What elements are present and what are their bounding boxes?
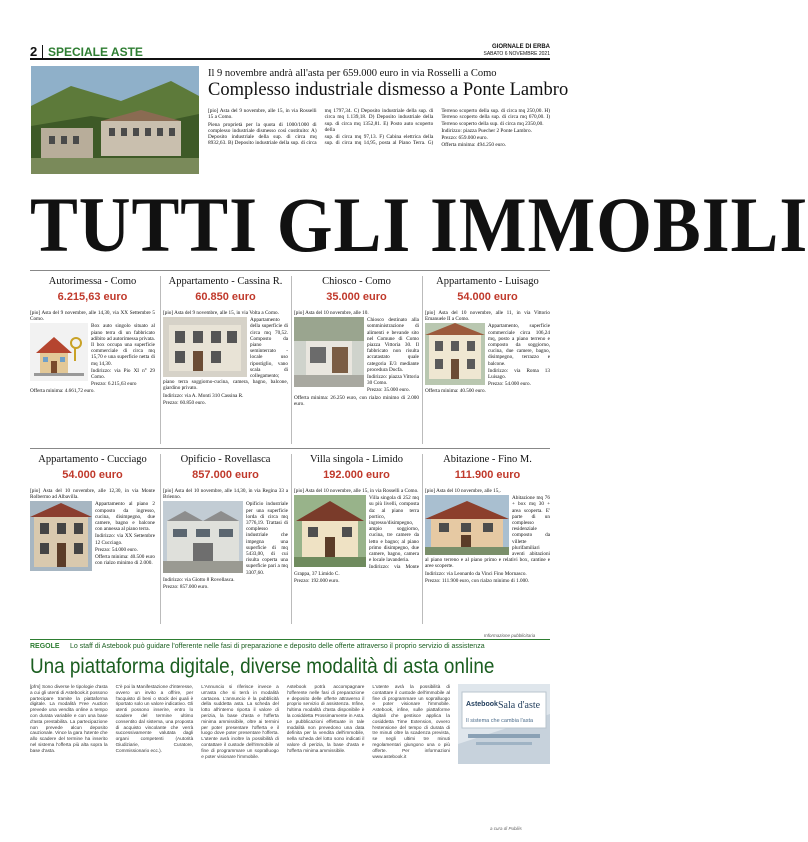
listing-paragraph: Indirizzo: piazza Vittoria 30 Como. [367, 374, 419, 387]
listing-paragraph: Appartamento al piano 2 composto da ingresso, cucina, disimpegno, due camere, bagno e balcone con annessa al piano terra. [95, 501, 155, 533]
listing-paragraph: Indirizzo: via Roma 13 Luisago. [488, 367, 550, 381]
listing-paragraph: Abitazione mq 76 + box mq 30 + area scoperta. E' parte di un complesso residenziale composto da villette plurifamiliari aventi abitazioni al piano terreno e al piano primo e relativi box, cantine e aree scoperte. [425, 495, 550, 570]
listing-price: 111.900 euro [454, 469, 521, 481]
listing-paragraph: Prezzo: 54.000 euro. [488, 381, 531, 388]
listing-paragraph: Prezzo: 60.850 euro. [163, 399, 206, 406]
credit: a cura di Publiis [490, 826, 522, 831]
listing-price: 35.000 euro [326, 291, 387, 303]
listing-paragraph: Appartamento, superficie commerciale circa 106,24 mq, posto a piano terreno e composto da soggiorno, cucina, due camere, bagno, disimpegno, terrazzo e balcone. [488, 323, 550, 367]
listing-paragraph: Box auto singolo situato al piano terra di un fabbricato adibito ad autorimessa privata. Il box occupa una superficie commerciale di circa mq 15,70 e una superficie netta di mq 14,30. [91, 323, 155, 367]
listing-chiosco [294, 276, 419, 407]
listing-paragraph: Indirizzo: via Leonardo da Vinci Fino Mornasco. [425, 570, 527, 577]
listing-price: 6.215,63 euro [57, 291, 128, 303]
industrial-complex-photo [31, 66, 199, 174]
listing-paragraph: Prezzo: 857.000 euro. [163, 584, 209, 591]
listing-paragraph: Indirizzo: via Pio XI n° 29 Como. [91, 367, 155, 381]
kiosk-photo [294, 317, 364, 387]
divider [30, 448, 550, 449]
listing-fino [425, 454, 550, 584]
listing-price: 54.000 euro [457, 291, 518, 303]
villa-photo [294, 495, 366, 567]
listing-paragraph: [pio] Asta del 10 novembre, alle 15,. [425, 488, 501, 494]
section-title: SPECIALE ASTE [42, 45, 143, 59]
ad-paragraph: C'è poi la Manifestazione d'interesse, ovvero un invito a offrire, per l'acquisto di beni o stock dei quali è riportato solo un valore indicativo. Gli utenti possono inserire, entro lo scadere del termine ultimo consentito dal sistema, una proposta di acquisto vincolante che verrà successivamente valutata dagli organi competenti (Autorità Giudiziarie, Curatore, Commissionario ecc.). [115, 684, 194, 753]
factory-photo [163, 501, 243, 573]
listing-paragraph: Offerta minima: 4.661,72 euro. [30, 388, 95, 395]
listing-autorimessa [30, 276, 155, 395]
listing-paragraph: [pio] Asta del 10 novembre, alle 10. [294, 310, 369, 316]
ad-title: Una piattaforma digitale, diverse modalità di asta online [30, 655, 495, 678]
top-paragraph: Piena proprietà per la quota di 1000/1000 di complesso industriale dismesso così costituito: A) Deposito industriale della sup. di circa mq 8932,63. B) Deposito industriale della sup. di circa mq 1797,34. C) Deposito industriale della sup. di circa mq 1.139,18. D) Deposito industriale della sup. di circa mq 1352,81. E) Posto auto scoperto della [208, 108, 434, 147]
top-article-body [208, 108, 550, 180]
ad-kicker: Lo staff di Astebook può guidare l'offerente nelle fasi di preparazione e deposito delle offerte attraverso il proprio servizio di assistenza [70, 643, 485, 650]
house-with-key-image [30, 323, 88, 381]
top-article-kicker: Il 9 novembre andrà all'asta per 659.000 euro in via Rosselli a Como [208, 68, 497, 79]
ad-label: REGOLE [30, 643, 60, 650]
paper-name: GIORNALE DI ERBA [491, 44, 550, 50]
ad-paragraph: L'Annuncio si riferisce invece a un'asta che si terrà in modalità cartacea. L'annuncio è la pubblicità della suddetta asta. La scheda del lotto all'interno riporta il valore di perizia, la base d'asta e l'offerta minima ammissibile, oltre ai termini per poter presentare l'offerta e il luogo dove poter presentare l'offerta. L'utente avrà inoltre la possibilità di contattare il custode dell'immobile al fine di programmare un sopralluogo e poter visionare l'immobile. [201, 684, 279, 759]
listing-price: 857.000 euro [192, 469, 259, 481]
listing-rovellasca [163, 454, 288, 591]
advertorial-tag: Informazione pubblicitaria [484, 633, 536, 638]
divider [422, 276, 423, 444]
paper-date: SABATO 6 NOVEMBRE 2021 [483, 51, 550, 57]
listing-paragraph: Prezzo: 54.000 euro. [95, 546, 138, 553]
listing-paragraph: Appartamento della superficie di circa mq 70,52. Composto da piano seminterrato - locale uso ripostiglio, vano scala di collegamento; piano terra soggiorno-cucina, camera, bagno, balcone, giardino privato. [163, 317, 288, 392]
top-paragraph: Offerta minima: 494.250 euro. [441, 142, 507, 149]
page-number: 2 [30, 44, 38, 59]
listing-luisago [425, 276, 550, 395]
listing-title: Appartamento - Cassina R. [168, 276, 283, 287]
listing-paragraph: Chiosco destinato alla somministrazione di alimenti e bevande sito nel Comune di Como piazza Vittoria 30. Il fabbricato non risulta accatastato quale categoria E/3 mediante procedura Docfa. [367, 317, 419, 373]
divider [160, 276, 161, 444]
listing-paragraph: Offerta minima: 40.500 euro. [425, 388, 486, 395]
listing-limido [294, 454, 419, 584]
apartment-photo [425, 323, 485, 385]
listing-price: 192.000 euro [323, 469, 390, 481]
apartment-photo [30, 501, 92, 571]
listing-paragraph: Indirizzo: via XX Settembre 12 Cucciago. [95, 533, 155, 546]
listing-paragraph: Prezzo: 111.900 euro, con rialzo minimo di 1.000. [425, 577, 530, 584]
divider [291, 454, 292, 624]
listing-title: Chiosco - Como [322, 276, 391, 287]
listing-title: Abitazione - Fino M. [443, 454, 532, 465]
listing-paragraph: [pio] Asta del 10 novembre, alle 11, in via Vittorio Emanuele II a Como. [425, 310, 550, 323]
ad-body [30, 684, 450, 809]
listing-paragraph: Offerta minima: 26.250 euro, con rialzo minimo di 2.000 euro. [294, 394, 419, 407]
divider [422, 454, 423, 624]
listing-title: Villa singola - Limido [310, 454, 403, 465]
listing-cucciago [30, 454, 155, 567]
ad-paragraph: L'utente avrà la possibilità di contattare il custode dell'immobile al fine di programmare un sopralluogo e poter visionare l'immobile. Astebook, infine, sulle piattaforme digitali che gestisce applica la cosiddetta Time Extension, ovvero l'estensione del tempo di durata di tre minuti oltre la scadenza prevista, se negli ultimi tre minuti regolamentari giungono una o più offerte. Per informazioni www.astebook.it [372, 684, 450, 759]
listing-paragraph: [pio] Asta del 10 novembre, alle 12,30, in via Monte Rolbermo ad Albavilla. [30, 488, 155, 501]
slogan-text: Il sistema che cambia l'asta [466, 718, 534, 724]
ad-paragraph: Astebook potrà accompagnare l'offerente nelle fasi di preparazione e deposito delle offerte attraverso il proprio servizio di assistenza. Infine, l'ultima modalità d'asta disponibile è la cosiddetta Prossimamente in Asta. Le pubblicazioni effettuate in tale modalità non prevedono una data definita per la vendita dell'immobile, nella scheda del lotto sono indicati il valore di perizia, la base d'asta e l'offerta minima ammissibile. [286, 684, 365, 753]
listing-price: 54.000 euro [62, 469, 123, 481]
brand-text: Astebook [466, 701, 498, 708]
listing-paragraph: Indirizzo: via Giotto 8 Rovellasca. [163, 576, 235, 583]
ad-paragraph: [pfm] Sono diverse le tipologie d'asta a cui gli utenti di Astebook.it possono partecipare tramite la piattaforma digitale. La modalità Free Auction prevede una vendita online a tempo con durata variabile e con una base d'asta prestabilita. La partecipazione non prevede alcun deposito cauzionale. Vince la gara l'utente che allo scadere del termine ha inserito nel sistema l'offerta più alta sopra la base d'asta. [30, 684, 108, 753]
listing-paragraph: Prezzo: 192.000 euro. [294, 577, 340, 584]
listing-paragraph: [pio] Asta del 10 novembre, alle 15, in via Rosselli a Como. [294, 488, 419, 494]
listing-paragraph: Indirizzo: via A. Monti 310 Cassina R. [163, 392, 244, 399]
top-article-title: Complesso industriale dismesso a Ponte Lambro [208, 80, 569, 100]
page-header [30, 44, 550, 60]
listing-paragraph: [pio] Asta del 10 novembre, alle 14,30, in via Regina 33 a Brienno. [163, 488, 288, 501]
listing-paragraph: Opificio industriale per una superficie lorda di circa mq 3776,19. Trattasi di complesso industriale che impegna una superficie di mq 5433,00, di cui risulta coperta una superficie pari a mq 3307,60. [246, 501, 288, 576]
sign-text: Sala d'aste [498, 700, 541, 711]
divider [30, 270, 550, 271]
listing-paragraph: Prezzo: 35.000 euro. [367, 387, 410, 394]
top-paragraph: Prezzo: 659.000 euro. [441, 135, 488, 142]
listing-price: 60.850 euro [195, 291, 256, 303]
listing-paragraph: Indirizzo: via Monte Grappa, 37 Limido C. [294, 564, 419, 577]
listing-title: Appartamento - Luisago [436, 276, 539, 287]
listing-paragraph: Villa singola di 252 mq su più livelli, composta da: al piano terra portico, ingresso/disimpegno, ampio soggiorno, cucina, tre camere da letto e bagno; al piano primo disimpegno, due camere, bagno, camera e locale lavanderia. [369, 495, 419, 564]
top-paragraph: sup. di circa mq 97,13. F) Cabina elettrica della sup. di circa mq 14,95, posta al Piano Terra. G) Terreno scoperto della sup. di circa mq 250,00. H) Terreno scoperto della sup. di circa mq 670,00. I) Terreno scoperto della sup. di circa mq 2350,00. [324, 108, 550, 147]
top-paragraph: Indirizzo: piazza Puecher 2 Ponte Lambro. [441, 127, 532, 134]
house-photo [425, 495, 509, 555]
listing-paragraph: [pio] Asta del 9 novembre, alle 14,30, via XX Settembre 5 Como. [30, 310, 155, 323]
apartment-photo [163, 317, 247, 377]
listing-paragraph: [pio] Asta del 9 novembre, alle 15, in via Volta a Como. [163, 310, 279, 316]
listing-cassina [163, 276, 288, 406]
listing-title: Autorimessa - Como [48, 276, 137, 287]
divider [291, 276, 292, 444]
listing-title: Opificio - Rovellasca [180, 454, 271, 465]
paper-info [483, 44, 550, 58]
divider [160, 454, 161, 624]
listing-title: Appartamento - Cucciago [38, 454, 147, 465]
auction-room-image [458, 684, 550, 764]
top-paragraph: [pio] Asta del 9 novembre, alle 15, in via Rosselli 15 a Como. [208, 108, 317, 121]
listing-paragraph: Offerta minima: 40.500 euro con rialzo minimo di 2.000. [95, 554, 155, 567]
listing-paragraph: Prezzo: 6.215,63 euro [91, 381, 137, 388]
divider [30, 639, 550, 640]
banner-headline: TUTTI GLI IMMOBILI [30, 181, 808, 268]
